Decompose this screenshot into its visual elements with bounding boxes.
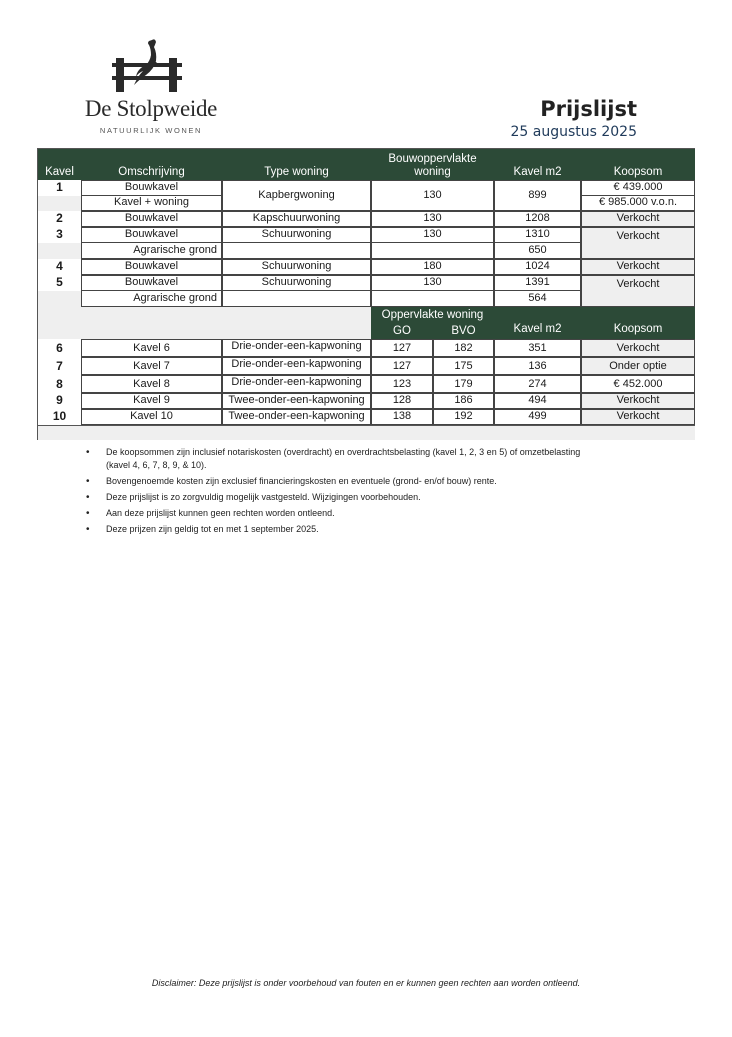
row4-kavel: 4 bbox=[56, 259, 63, 274]
row1-m2: 899 bbox=[494, 180, 581, 211]
row1-omschrijving: Bouwkavel bbox=[81, 180, 222, 196]
note-item: • Deze prijzen zijn geldig tot en met 1 september 2025. bbox=[86, 523, 586, 536]
row5b-type bbox=[222, 290, 371, 307]
header2-go: GO bbox=[371, 323, 433, 339]
row3-type: Schuurwoning bbox=[222, 227, 371, 243]
row7-go: 127 bbox=[371, 357, 433, 375]
header-bouwoppervlakte: Bouwoppervlakte woning bbox=[371, 149, 494, 180]
row10-bvo: 192 bbox=[433, 409, 494, 425]
row8-m2: 274 bbox=[494, 375, 581, 393]
row4-koopsom: Verkocht bbox=[581, 259, 695, 275]
row4-m2: 1024 bbox=[494, 259, 581, 275]
row5b-bouw bbox=[371, 290, 494, 307]
row3b-bouw bbox=[371, 242, 494, 259]
row9-type: Twee-onder-een-kapwoning bbox=[222, 393, 371, 409]
row6-go: 127 bbox=[371, 339, 433, 357]
row6-kavel: 6 bbox=[56, 341, 63, 356]
row5-bouw: 130 bbox=[371, 275, 494, 291]
row4-omschrijving: Bouwkavel bbox=[81, 259, 222, 275]
row5-kavel-b bbox=[38, 291, 81, 307]
row3-m2: 1310 bbox=[494, 227, 581, 243]
note-item: • Aan deze prijslijst kunnen geen rechten worden ontleend. bbox=[86, 507, 586, 520]
row9-koopsom: Verkocht bbox=[581, 393, 695, 409]
row4-type: Schuurwoning bbox=[222, 259, 371, 275]
row8-bvo: 179 bbox=[433, 375, 494, 393]
row8-omschrijving: Kavel 8 bbox=[81, 375, 222, 393]
row7-kavel: 7 bbox=[56, 359, 63, 374]
header2-koopsom: Koopsom bbox=[581, 307, 695, 339]
row10-m2: 499 bbox=[494, 409, 581, 425]
notes-list bbox=[86, 446, 586, 539]
row10-koopsom: Verkocht bbox=[581, 409, 695, 425]
row9-go: 128 bbox=[371, 393, 433, 409]
row5-m2: 1391 bbox=[494, 275, 581, 291]
row2-m2: 1208 bbox=[494, 211, 581, 227]
brand-name: De Stolpweide bbox=[84, 96, 218, 121]
row5b-m2: 564 bbox=[494, 290, 581, 307]
row2-kavel: 2 bbox=[56, 211, 63, 226]
row6-type: Drie-onder-een-kapwoning bbox=[222, 339, 371, 357]
header2-kavel-m2: Kavel m2 bbox=[494, 307, 581, 339]
row10-go: 138 bbox=[371, 409, 433, 425]
price-table bbox=[37, 148, 695, 440]
header2-oppervlakte: Oppervlakte woning bbox=[371, 307, 494, 323]
note-item: • Deze prijslijst is zo zorgvuldig mogelijk vastgesteld. Wijzigingen voorbehouden. bbox=[86, 491, 586, 504]
header-koopsom: Koopsom bbox=[581, 149, 695, 180]
row3-kavel-b bbox=[38, 243, 81, 259]
header-kavel: Kavel bbox=[38, 149, 81, 180]
peacock-fence-icon bbox=[112, 36, 190, 94]
row6-bvo: 182 bbox=[433, 339, 494, 357]
row5-kavel: 5 bbox=[56, 275, 63, 290]
row4-bouw: 180 bbox=[371, 259, 494, 275]
row1-kavel: 1 bbox=[56, 180, 63, 195]
row7-type: Drie-onder-een-kapwoning bbox=[222, 357, 371, 375]
row6-m2: 351 bbox=[494, 339, 581, 357]
header-kavel-m2: Kavel m2 bbox=[494, 149, 581, 180]
row3-koopsom: Verkocht bbox=[581, 227, 695, 259]
row7-koopsom: Onder optie bbox=[581, 357, 695, 375]
row1b-koopsom: € 985.000 v.o.n. bbox=[581, 195, 695, 211]
note-item: • Bovengenoemde kosten zijn exclusief financieringskosten en eventuele (grond- en/of bouw) rente. bbox=[86, 475, 586, 488]
row3b-omschrijving: Agrarische grond bbox=[81, 242, 222, 259]
row6-koopsom: Verkocht bbox=[581, 339, 695, 357]
row5b-omschrijving: Agrarische grond bbox=[81, 290, 222, 307]
row1-type: Kapbergwoning bbox=[222, 180, 371, 211]
row1-bouw: 130 bbox=[371, 180, 494, 211]
row2-omschrijving: Bouwkavel bbox=[81, 211, 222, 227]
row2-koopsom: Verkocht bbox=[581, 211, 695, 227]
row2-bouw: 130 bbox=[371, 211, 494, 227]
row10-kavel: 10 bbox=[52, 409, 67, 424]
row8-type: Drie-onder-een-kapwoning bbox=[222, 375, 371, 393]
brand-tagline: NATUURLIJK WONEN bbox=[99, 126, 203, 135]
row10-omschrijving: Kavel 10 bbox=[81, 409, 222, 425]
row3-kavel: 3 bbox=[56, 227, 63, 242]
row10-type: Twee-onder-een-kapwoning bbox=[222, 409, 371, 425]
row5-omschrijving: Bouwkavel bbox=[81, 275, 222, 291]
row9-m2: 494 bbox=[494, 393, 581, 409]
row3-omschrijving: Bouwkavel bbox=[81, 227, 222, 243]
header-type-woning: Type woning bbox=[222, 149, 371, 180]
row1-koopsom: € 439.000 bbox=[581, 180, 695, 196]
row9-kavel: 9 bbox=[56, 393, 63, 408]
row5-type: Schuurwoning bbox=[222, 275, 371, 291]
row3b-m2: 650 bbox=[494, 242, 581, 259]
row9-omschrijving: Kavel 9 bbox=[81, 393, 222, 409]
row8-go: 123 bbox=[371, 375, 433, 393]
row2-type: Kapschuurwoning bbox=[222, 211, 371, 227]
row7-omschrijving: Kavel 7 bbox=[81, 357, 222, 375]
note-item: • De koopsommen zijn inclusief notariskosten (overdracht) en overdrachtsbelasting (kavel 1, 2, 3 en 5) of omzetbelasting (kavel 4, 6, 7, 8, 9, & 10). bbox=[86, 446, 586, 472]
page-title: Prijslijst bbox=[540, 97, 637, 121]
row9-bvo: 186 bbox=[433, 393, 494, 409]
row1b-omschrijving: Kavel + woning bbox=[81, 195, 222, 211]
row7-bvo: 175 bbox=[433, 357, 494, 375]
row8-kavel: 8 bbox=[56, 377, 63, 392]
row3b-type bbox=[222, 242, 371, 259]
table-footer bbox=[38, 425, 695, 440]
brand-logo bbox=[76, 36, 226, 140]
disclaimer: Disclaimer: Deze prijslijst is onder voorbehoud van fouten en er kunnen geen rechten aan worden ontleend. bbox=[151, 978, 581, 988]
row7-m2: 136 bbox=[494, 357, 581, 375]
header-omschrijving: Omschrijving bbox=[81, 149, 222, 180]
row8-koopsom: € 452.000 bbox=[581, 375, 695, 393]
row5-koopsom: Verkocht bbox=[581, 275, 695, 307]
row1-kavel-b bbox=[38, 196, 81, 211]
page-date: 25 augustus 2025 bbox=[510, 124, 637, 140]
header2-blank bbox=[38, 307, 371, 339]
header2-bvo: BVO bbox=[433, 323, 494, 339]
row3-bouw: 130 bbox=[371, 227, 494, 243]
row6-omschrijving: Kavel 6 bbox=[81, 339, 222, 357]
